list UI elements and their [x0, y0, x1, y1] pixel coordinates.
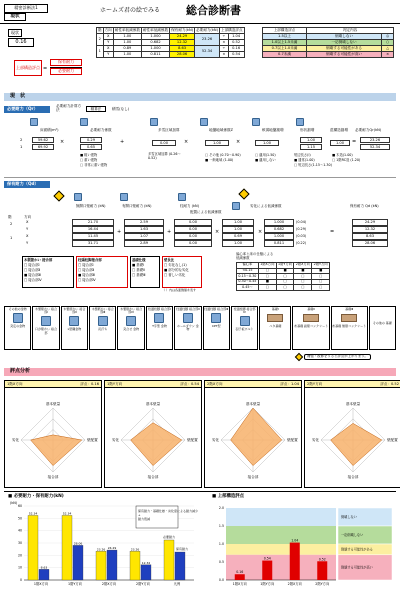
- soft-options: [255, 153, 276, 163]
- deterioration-note: （ ）内は各面倒値を表す: [162, 288, 196, 292]
- y-tick-label: 2.0: [218, 506, 224, 510]
- legend-label: 必要耐力: [163, 535, 176, 539]
- mixed-header: 混構造割増: [330, 128, 348, 132]
- eccentric-row: 0.45〜 □ □ □ □: [237, 285, 330, 291]
- y-tick-label: 1.5: [218, 524, 224, 528]
- op-times: ×: [60, 139, 65, 145]
- dete-paren-values: (0.04) (0.29) (0.03) (0.22): [296, 220, 307, 245]
- eccentric-check[interactable]: ■: [294, 268, 312, 274]
- doc-type: 精密診断法1: [4, 4, 48, 13]
- mixed-option[interactable]: ■ 木造(1.00): [332, 153, 353, 157]
- shape-option[interactable]: □ 短辺長さ(1.15〜1.30): [294, 162, 332, 167]
- y-tick-label: 40: [17, 528, 22, 533]
- radar-card: [4, 380, 102, 488]
- data-label: 12.32: [141, 560, 151, 565]
- col-a: 耐性率低減係数: [114, 28, 140, 33]
- detail-strip: [4, 306, 396, 350]
- charts-divider: [4, 491, 396, 492]
- eccentric-check[interactable]: □: [312, 285, 330, 291]
- radar-card: [304, 380, 400, 488]
- radar-chart: [105, 388, 201, 488]
- shape-option[interactable]: ■ 通常(1.00): [294, 157, 315, 162]
- detail-cell: 基礎Ⅱ 布基礎 鉄筋コンクリート: [292, 306, 329, 350]
- col-col-header: 柱耐力 (kN): [180, 204, 199, 208]
- eccentric-check[interactable]: ■: [312, 268, 330, 274]
- col-hoyu: 保有耐力(kN): [171, 28, 194, 33]
- mixed-options: [332, 153, 360, 163]
- radar-card-score: 評点：0.54: [180, 381, 199, 386]
- zone-z: 1.00: [205, 140, 229, 146]
- detail-cell: 柱頭柱脚 接合部Ⅱ ホールダウン 金物: [174, 306, 201, 350]
- data-label: 24.29: [107, 546, 117, 551]
- data-label: 0.52: [318, 557, 326, 562]
- data-label: 23.26: [96, 547, 106, 552]
- right-chart-title: ■ 上部構造評点: [212, 494, 245, 499]
- place-values: 1.00 1.00 0.69 1.00: [222, 219, 254, 247]
- shape-header: 形状割増: [300, 128, 315, 132]
- legend-row: 1.5以上 倒壊しない ◎: [263, 34, 394, 40]
- eccentric-check[interactable]: □: [294, 274, 312, 280]
- radar-card-score: 評点：0.16: [80, 381, 99, 386]
- eccentric-check[interactable]: □: [276, 285, 294, 291]
- y-tick-label: 1.0: [218, 542, 224, 546]
- open-wall-icon: [120, 193, 128, 201]
- brace-joint-icon: [41, 316, 51, 326]
- radar-chart: [205, 388, 301, 488]
- bar: [107, 550, 117, 580]
- col-b: 耐性率低減係数: [142, 28, 169, 33]
- band-label: 倒壊する可能性が高い: [341, 565, 373, 570]
- y-tick-label: 0.0: [218, 578, 224, 582]
- data-label: 28.06: [73, 541, 83, 546]
- detail-cell: 木製筋かい 接合部Ⅳ 突合せ 金物: [117, 306, 144, 350]
- holding-divider: [4, 177, 396, 178]
- col-floor: 階: [98, 28, 102, 33]
- shape-2f: 1.00: [300, 137, 322, 143]
- data-label: 23.26: [130, 547, 140, 552]
- radar-axis-label: 劣化: [111, 438, 119, 442]
- column-icon: [178, 193, 186, 201]
- eccentric-check[interactable]: ■: [258, 279, 276, 285]
- detail-cell: 木製筋かい 接合部Ⅰ 口が筋かい 接合部: [32, 306, 59, 350]
- bar: [130, 551, 140, 580]
- brace-joint-option[interactable]: ■ 接合部Ⅲ: [24, 272, 41, 277]
- x-tick-label: 1階Y方向: [67, 582, 83, 586]
- radar-axis-label: 基本壁量: [145, 402, 161, 406]
- y-tick-label: 60: [17, 504, 22, 508]
- eccentric-check[interactable]: □: [312, 279, 330, 285]
- radar-card-label: 1階X方向: [7, 381, 23, 386]
- snow-header: 多雪区域加算: [158, 128, 180, 132]
- brace-joint-icon: [69, 316, 79, 326]
- deterioration-box: 壁長比 □ 劣化なし(1) ■ 部分的な劣化 □ 著しい劣化: [162, 256, 202, 288]
- snow-icon: [150, 118, 158, 126]
- data-label: 8.63: [40, 565, 48, 570]
- summary-table: [96, 27, 245, 58]
- required-coef-icon: [80, 118, 88, 126]
- brace-joint-option[interactable]: □ 接合部Ⅱ: [24, 267, 41, 272]
- x-tick-label: 2階X方向: [287, 582, 302, 586]
- weight-option[interactable]: □ 非常に重い建物: [80, 162, 108, 167]
- table-row: Y 1.00 0.682 12.32 × 0.52: [97, 40, 245, 46]
- holding-floor-1: 1: [10, 236, 13, 240]
- band-label: 倒壊しない: [341, 515, 357, 519]
- coef-1f: 0.65: [80, 144, 102, 150]
- hitsuyo-label: 必要耐力: [50, 68, 82, 75]
- soft-option[interactable]: ■ 適用しない: [255, 157, 276, 162]
- eccentric-check[interactable]: □: [276, 274, 294, 280]
- header-divider: [0, 23, 400, 24]
- radar-card-label: 2階Y方向: [307, 381, 323, 386]
- holding-floor-2: 2: [10, 222, 13, 226]
- area-2f: 59.62: [32, 137, 54, 143]
- col-score: 上部構造評点: [221, 28, 243, 33]
- col-req: 必要耐力(kN): [196, 28, 218, 33]
- eccentric-check[interactable]: □: [294, 279, 312, 285]
- legend-swatch: [164, 540, 174, 580]
- weight-option[interactable]: □ 重い建物: [80, 157, 98, 162]
- qd-values: 24.29 12.32 8.63 28.06: [352, 219, 388, 247]
- score-chart: [212, 500, 396, 590]
- eccentric-check[interactable]: □: [258, 274, 276, 280]
- required-method: 精算法: [86, 106, 106, 112]
- detail-cell: 柱頭柱脚 接合部Ⅳ 羽子板ボルト: [231, 306, 258, 350]
- data-label: 1.04: [291, 538, 299, 543]
- y-tick-label: 0.5: [218, 560, 224, 564]
- x-tick-label: 1階X方向: [33, 582, 49, 586]
- radar-chart: [5, 388, 101, 488]
- radar-shape: [31, 435, 82, 466]
- wall-icon: [74, 193, 82, 201]
- eccentric-title: 偏心率と床の仕様による低減係数: [236, 252, 274, 260]
- judgement-legend: 上部構造評点 判定内容 1.5以上 倒壊しない ◎ 1.0以上1.5未満 一応倒壊しない ○ 0.7以上1.0未満 倒壊する可能性がある △ 0.7未満 倒壊する可能性が高い ×: [262, 27, 394, 58]
- deterioration-option[interactable]: □ 著しい劣化: [164, 272, 186, 277]
- brace-joint-box: 木製筋かい 接合部 □ 接合部Ⅰ □ 接合部Ⅱ ■ 接合部Ⅲ □ 接合部Ⅳ: [22, 256, 74, 288]
- foundation-icon: [303, 314, 319, 322]
- foundation-icon: [267, 314, 283, 322]
- bar: [96, 551, 106, 580]
- brace-joint-option[interactable]: □ 接合部Ⅳ: [24, 277, 42, 282]
- y-tick-label: 50: [17, 516, 22, 521]
- section-status: 現 状: [4, 93, 396, 101]
- radar-axis-label: 基本壁量: [45, 402, 61, 406]
- detail-cell: その他の 基礎: [369, 306, 396, 350]
- data-label: 0.16: [236, 570, 244, 575]
- radar-chart: [305, 388, 400, 488]
- column-joint-option[interactable]: □ 接合部Ⅱ: [78, 267, 95, 272]
- detail-cell: 木製筋かい 接合部Ⅲ 釘打ち: [89, 306, 116, 350]
- bar: [141, 565, 151, 580]
- table-row: 2 X 1.00 1.000 24.29 23.26 ÷ 1.04: [97, 34, 245, 40]
- bar: [290, 543, 300, 580]
- section-holding: 保有耐力（Qd）: [4, 181, 50, 188]
- mixed-value: 1.00: [330, 140, 350, 146]
- radar-cards: [4, 380, 399, 488]
- table-row: Y 1.00 0.811 28.06 × 0.54: [97, 52, 245, 58]
- legend-label: 保有耐力: [176, 547, 189, 551]
- snow-note: 積雪(なし): [112, 107, 130, 111]
- column-joint-option[interactable]: □ 接合部Ⅳ: [78, 277, 96, 282]
- qd-col-header: 保有耐力 Qd (kN): [350, 204, 379, 208]
- column-joint-icon: [240, 316, 250, 326]
- foundation-option[interactable]: ■ 基礎Ⅰ: [132, 262, 145, 267]
- bar: [235, 574, 245, 580]
- title-lead: ホームズ君の絵でみる: [100, 7, 161, 14]
- x-tick-label: 1階X方向: [232, 582, 247, 586]
- column-joint-box: 柱頭柱脚接合部 □ 接合部Ⅰ □ 接合部Ⅱ ■ 接合部Ⅲ □ 接合部Ⅳ: [76, 256, 128, 288]
- wall-values: 21.70 16.44 11.45 31.71: [72, 219, 114, 247]
- summary-stage: 現状: [8, 29, 22, 37]
- open-col-header: 有開口壁耐力 (kN): [122, 204, 152, 208]
- detail-cell: 柱頭柱脚 接合部Ⅰ T字型 金物: [146, 306, 173, 350]
- radar-axis-label: 接合部: [347, 475, 359, 479]
- soft-ground-icon: [252, 118, 260, 126]
- foundation-box: 基礎仕様 ■ 基礎Ⅰ □ 基礎Ⅱ □ 基礎Ⅲ: [130, 256, 160, 288]
- holding-rows-labels: 階 方向: [8, 215, 32, 219]
- radar-card-label: 2階X方向: [207, 381, 223, 386]
- equals-sign: =: [43, 66, 48, 72]
- radar-card: [104, 380, 202, 488]
- radar-axis-label: 劣化: [311, 438, 319, 442]
- detail-cell: 基礎Ⅰ ベタ基礎: [259, 306, 291, 350]
- radar-axis-label: 壁配置: [87, 438, 98, 442]
- eccentric-check[interactable]: □: [276, 279, 294, 285]
- data-label: 0.54: [263, 556, 271, 561]
- radar-axis-label: 接合部: [247, 475, 259, 479]
- req-floor-1: 1: [20, 144, 23, 149]
- bar: [28, 515, 38, 580]
- radar-axis-label: 接合部: [47, 475, 59, 479]
- upper-score-box: 上部構造評点: [14, 60, 42, 76]
- eccentric-icon: [232, 202, 240, 210]
- col-dir: 方向: [104, 28, 112, 33]
- radar-card-label: 1階Y方向: [107, 381, 123, 386]
- detail-cell: 木製筋かい 接合部Ⅱ L型鋼金物: [61, 306, 88, 350]
- radar-card-score: 評点：1.04: [280, 381, 299, 386]
- radar-card: [204, 380, 302, 488]
- weight-options: [80, 153, 107, 168]
- eccentric-table: 偏心率 1階X方向 1階Y方向 2階X方向 2階Y方向 <0.15 □ ■ ■ ■ 0.15〜0.30 □ □ □ □ 0.30〜0.45 ■ □ □ □ 0.45〜 □ □ □ □: [238, 262, 328, 289]
- legend-swatch: [175, 552, 185, 580]
- warning-icon: [53, 190, 64, 201]
- y-tick-label: 30: [17, 541, 22, 545]
- band-label: 倒壊する可能性がある: [341, 547, 373, 552]
- legend-row: 0.7以上1.0未満 倒壊する可能性がある △: [263, 46, 394, 52]
- floor-area-icon: [30, 118, 38, 126]
- zone-icon: [200, 118, 208, 126]
- score-band: [226, 544, 336, 555]
- section-required: 必要耐力（Qr）: [4, 106, 50, 113]
- weight-option[interactable]: ■ 軽い建物: [80, 153, 98, 157]
- legend-row: 0.7未満 倒壊する可能性が高い ×: [263, 52, 394, 58]
- zone-option[interactable]: □ その他 (0.70〜0.90): [205, 153, 241, 157]
- req-floor-2: 2: [20, 137, 23, 142]
- detail-cell: その他の金物 突定の金物: [4, 306, 31, 350]
- wall-col-header: 無開口壁耐力 (kN): [76, 204, 106, 208]
- column-joint-option[interactable]: □ 接合部Ⅰ: [78, 262, 94, 267]
- radar-axis-label: 劣化: [11, 438, 19, 442]
- reinforce-note: 補強・改修をすると評点が上がります。: [304, 354, 371, 360]
- zone-header: 地盤地域係数Z: [209, 128, 234, 132]
- zone-option[interactable]: ■ 一般地域 (1.00): [205, 157, 234, 162]
- brace-joint-icon: [126, 316, 136, 326]
- radar-axis-label: 壁配置: [287, 438, 298, 442]
- shape-icon: [296, 118, 304, 126]
- radar-axis-label: 接合部: [147, 475, 159, 479]
- radar-axis-label: 基本壁量: [245, 402, 261, 406]
- radar-card-score: 評点：0.52: [380, 381, 399, 386]
- coef-2f: 0.29: [80, 137, 102, 143]
- stage-label: 現状: [4, 13, 26, 21]
- column-joint-option[interactable]: ■ 接合部Ⅲ: [78, 272, 95, 277]
- column-joint-icon: [154, 313, 164, 323]
- summary-score: 0.16: [8, 38, 34, 47]
- x-tick-label: 2階Y方向: [135, 582, 151, 586]
- dete-col-header: 劣化による低減係数: [250, 204, 282, 208]
- eccentric-check[interactable]: □: [258, 285, 276, 291]
- holding-dirs: X Y X Y: [26, 220, 29, 245]
- x-tick-label: 2階Y方向: [315, 582, 330, 586]
- annotation-text: 保有耐力・基礎仕様・劣化度による耐力減少+耐力低減: [138, 509, 198, 521]
- radar-shape: [331, 423, 382, 465]
- bar: [73, 545, 83, 580]
- table-row: 1 X 0.89 1.000 8.63 52.34 ÷ 0.16: [97, 46, 245, 52]
- soft-option[interactable]: □ 適用(1.50): [255, 153, 276, 157]
- foundation-icon: [341, 314, 357, 322]
- radar-axis-label: 基本壁量: [345, 402, 361, 406]
- x-tick-label: 2階X方向: [101, 582, 117, 586]
- zone-options: [205, 153, 241, 163]
- brace-joint-icon: [98, 316, 108, 326]
- snow-option: 多雪区域加算 (0.26〜0.52): [148, 152, 181, 160]
- y-tick-label: 10: [17, 565, 22, 570]
- open-values: 2.59 1.63 1.07 2.89: [124, 219, 164, 247]
- shape-options: 短辺長さ(l) ■ 通常(1.00) □ 短辺長さ(1.15〜1.30): [294, 153, 332, 167]
- data-label: 52.34: [28, 511, 38, 516]
- left-chart-title: ■ 必要耐力・保有耐力(kN): [8, 494, 64, 499]
- bar: [62, 515, 72, 580]
- column-values: 0.00 0.00 0.00 0.00: [174, 219, 212, 247]
- x-tick-label: 凡例: [173, 582, 181, 586]
- bar: [262, 561, 272, 580]
- band-label: 一応倒壊しない: [341, 533, 364, 537]
- bar: [39, 569, 49, 580]
- radar-axis-label: 壁配置: [387, 438, 398, 442]
- score-band: [226, 508, 336, 526]
- eccentric-check[interactable]: □: [294, 285, 312, 291]
- dete-values: 1.000 0.682 1.000 0.811: [264, 219, 294, 247]
- qr-1f: 52.34: [360, 144, 390, 150]
- warning-icon: [295, 353, 303, 361]
- eccentric-row: 0.30〜0.45 ■ □ □ □: [237, 279, 330, 285]
- column-joint-icon: [183, 313, 193, 323]
- deterioration-option[interactable]: □ 劣化なし(1): [164, 262, 187, 267]
- coef-header: 必要耐力係数: [90, 128, 112, 132]
- area-1f: 69.92: [32, 144, 54, 150]
- page-title: 総合診断書: [186, 4, 241, 17]
- foundation-option[interactable]: □ 基礎Ⅲ: [132, 272, 146, 277]
- foundation-option[interactable]: □ 基礎Ⅱ: [132, 267, 145, 272]
- bar: [317, 561, 327, 580]
- area-header: 床面積(m²): [40, 128, 59, 132]
- radar-axis-label: 壁配置: [187, 438, 198, 442]
- deterioration-option[interactable]: ■ 部分的な劣化: [164, 267, 189, 272]
- holding-chart: [8, 500, 198, 590]
- place-col-header: 配置による低減係数: [190, 210, 222, 214]
- section-evaluation: 評点分析: [4, 368, 396, 376]
- y-tick-label: 20: [17, 553, 22, 558]
- soft-value: 1.00: [255, 140, 279, 146]
- snow-add: 0.00: [152, 140, 176, 146]
- radar-axis-label: 劣化: [211, 438, 219, 442]
- qr-2f: 23.26: [360, 137, 390, 143]
- soft-header: 軟弱地盤割増: [262, 128, 284, 132]
- eccentric-check[interactable]: □: [312, 274, 330, 280]
- data-label: 52.34: [62, 511, 72, 516]
- fraction-line: [50, 67, 82, 68]
- legend-row: 1.0以上1.5未満 一応倒壊しない ○: [263, 40, 394, 46]
- op-plus: +: [120, 139, 125, 145]
- eccentric-check[interactable]: □: [258, 268, 276, 274]
- x-tick-label: 1階Y方向: [260, 582, 275, 586]
- detail-cell: 基礎Ⅲ 布基礎 無筋コンクリート: [331, 306, 368, 350]
- eccentric-check[interactable]: ■: [276, 268, 294, 274]
- warning-icon: [238, 188, 249, 199]
- y-axis-unit: (kN): [10, 501, 18, 505]
- column-joint-icon: [211, 313, 221, 323]
- radar-shape: [231, 408, 282, 466]
- qr-header: 必要耐力Qr(kN): [355, 128, 382, 132]
- shape-1f: 1.15: [300, 144, 322, 150]
- score-band: [226, 526, 336, 544]
- required-method-note: 必要耐力計算方法: [56, 104, 82, 113]
- hardware-icon: [13, 313, 23, 323]
- mixed-option[interactable]: □ 1階RC造 (1.20): [332, 157, 361, 162]
- eccentric-row: <0.15 □ ■ ■ ■: [237, 268, 330, 274]
- hoyu-label: 保有耐力: [50, 59, 82, 66]
- eccentric-row: 0.15〜0.30 □ □ □ □: [237, 274, 330, 280]
- brace-joint-option[interactable]: □ 接合部Ⅰ: [24, 262, 40, 267]
- detail-cell: 柱頭柱脚 接合部Ⅲ CPT型: [203, 306, 230, 350]
- y-tick-label: 0: [19, 578, 22, 582]
